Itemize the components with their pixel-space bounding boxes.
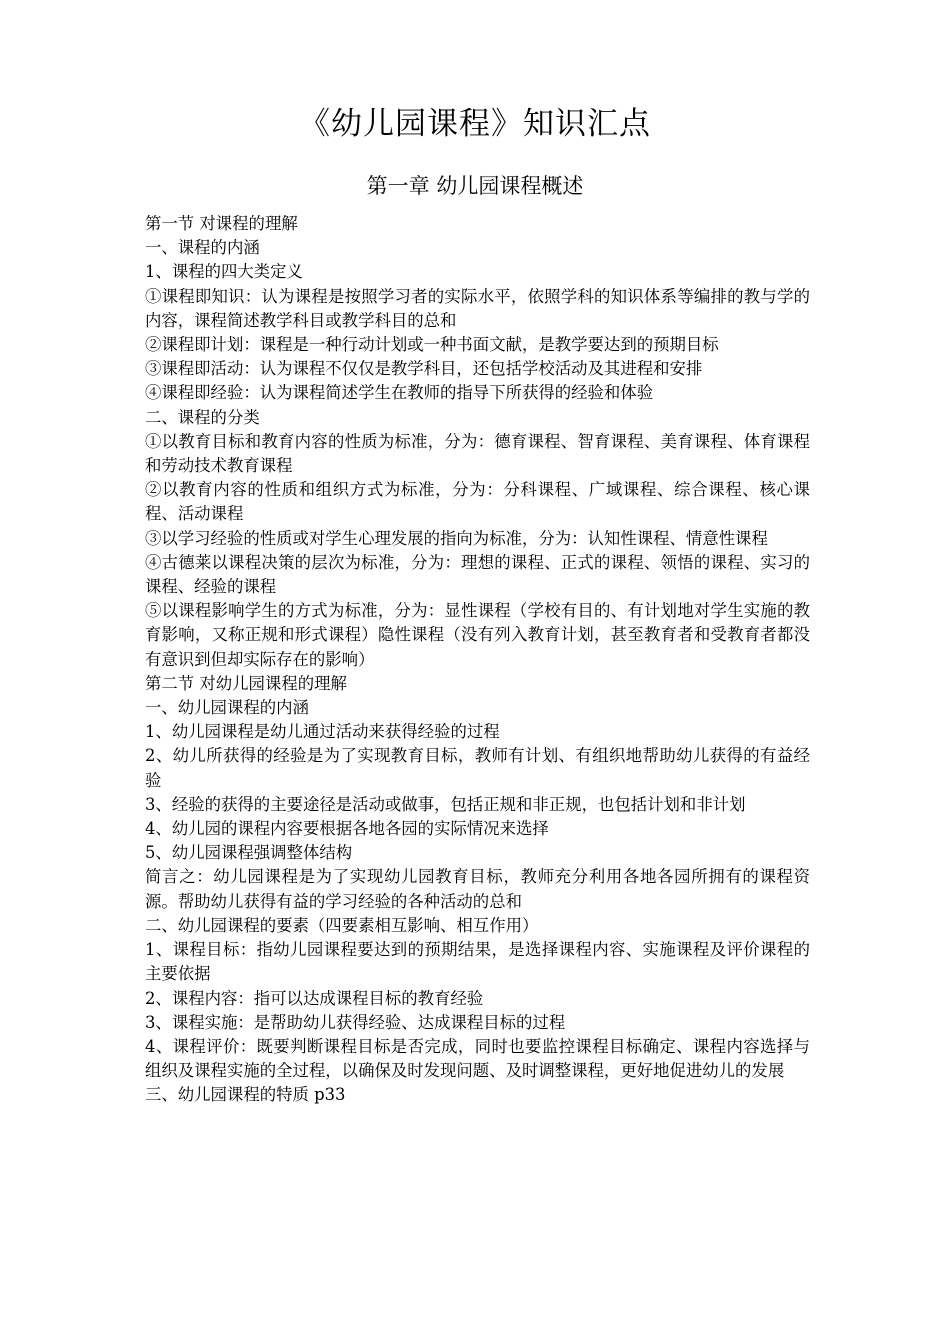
list-item: 5、幼儿园课程强调整体结构 bbox=[145, 843, 353, 863]
subsection-heading: 三、幼儿园课程的特质 p33 bbox=[145, 1085, 346, 1105]
list-item: 2、幼儿所获得的经验是为了实现教育目标，教师有计划、有组织地帮助幼儿获得的有益经验 bbox=[145, 746, 810, 790]
paragraph: ④课程即经验：认为课程简述学生在教师的指导下所获得的经验和体验 bbox=[145, 383, 654, 403]
paragraph: ②以教育内容的性质和组织方式为标准，分为：分科课程、广域课程、综合课程、核心课程、活动课程 bbox=[145, 480, 810, 524]
list-item: 3、课程实施：是帮助幼儿获得经验、达成课程目标的过程 bbox=[145, 1012, 566, 1032]
paragraph: ①以教育目标和教育内容的性质为标准，分为：德育课程、智育课程、美育课程、体育课程和劳动技术教育课程 bbox=[145, 431, 810, 476]
paragraph: ③课程即活动：认为课程不仅仅是教学科目，还包括学校活动及其进程和安排 bbox=[145, 359, 703, 379]
list-item: 3、经验的获得的主要途径是活动或做事，包括正规和非正规，也包括计划和非计划 bbox=[145, 794, 746, 814]
subsection-heading: 二、幼儿园课程的要素（四要素相互影响、相互作用） bbox=[145, 915, 539, 935]
list-item: 4、幼儿园的课程内容要根据各地各园的实际情况来选择 bbox=[145, 819, 549, 839]
subsection-heading: 二、课程的分类 bbox=[145, 407, 260, 427]
document-body bbox=[145, 212, 810, 1108]
paragraph: ④古德莱以课程决策的层次为标准，分为：理想的课程、正式的课程、领悟的课程、实习的课程、经验的课程 bbox=[145, 552, 810, 597]
chapter-heading: 第一章 幼儿园课程概述 bbox=[366, 174, 584, 198]
list-item: 1、课程目标：指幼儿园课程要达到的预期结果，是选择课程内容、实施课程及评价课程的主要依据 bbox=[145, 940, 810, 984]
paragraph: ③以学习经验的性质或对学生心理发展的指向为标准，分为：认知性课程、情意性课程 bbox=[145, 528, 768, 548]
list-item: 2、课程内容：指可以达成课程目标的教育经验 bbox=[145, 988, 484, 1008]
list-item: 1、幼儿园课程是幼儿通过活动来获得经验的过程 bbox=[145, 722, 500, 742]
section-heading: 第二节 对幼儿园课程的理解 bbox=[145, 673, 347, 693]
paragraph: ①课程即知识：认为课程是按照学习者的实际水平，依照学科的知识体系等编排的教与学的内容，课程简述教学科目或教学科目的总和 bbox=[145, 286, 810, 330]
list-item: 1、课程的四大类定义 bbox=[145, 262, 303, 282]
paragraph: ⑤以课程影响学生的方式为标准，分为：显性课程（学校有目的、有计划地对学生实施的教育影响，又称正规和形式课程）隐性课程（没有列入教育计划，甚至教育者和受教育者都没有意识到但却实际存在的影响） bbox=[145, 601, 810, 669]
subsection-heading: 一、课程的内涵 bbox=[145, 238, 260, 258]
paragraph: 简言之：幼儿园课程是为了实现幼儿园教育目标，教师充分利用各地各园所拥有的课程资源。帮助幼儿获得有益的学习经验的各种活动的总和 bbox=[145, 867, 810, 911]
section-heading: 第一节 对课程的理解 bbox=[145, 214, 298, 233]
paragraph: ②课程即计划：课程是一种行动计划或一种书面文献，是教学要达到的预期目标 bbox=[145, 335, 719, 355]
document-title: 《幼儿园课程》知识汇点 bbox=[299, 106, 651, 142]
list-item: 4、课程评价：既要判断课程目标是否完成，同时也要监控课程目标确定、课程内容选择与组织及课程实施的全过程，以确保及时发现问题、及时调整课程，更好地促进幼儿的发展 bbox=[145, 1036, 810, 1081]
subsection-heading: 一、幼儿园课程的内涵 bbox=[145, 698, 309, 718]
